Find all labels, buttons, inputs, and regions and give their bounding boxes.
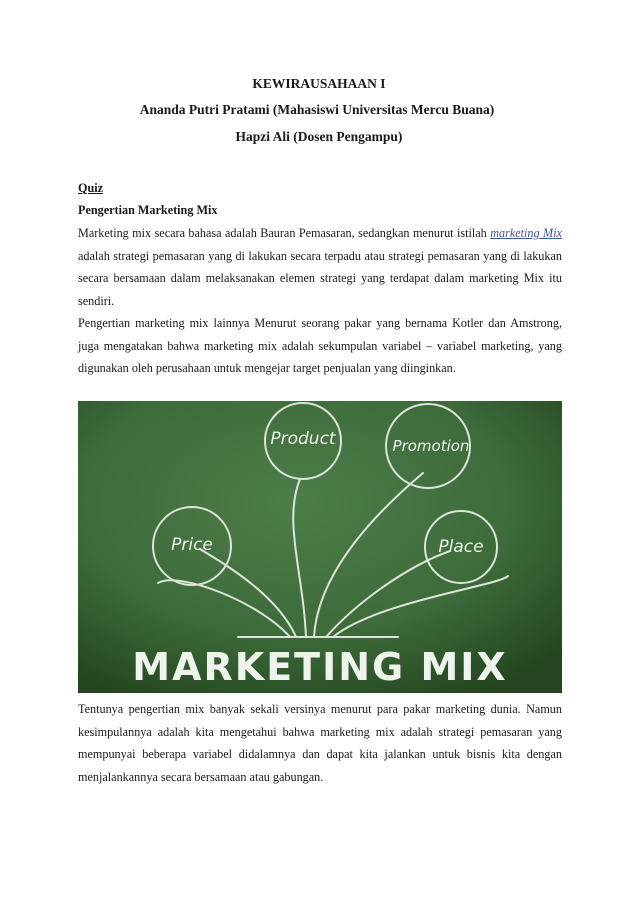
- bubble-product-label: Product: [270, 429, 336, 449]
- paragraph-definition: [78, 222, 562, 312]
- paragraph-text: Tentunya pengertian mix banyak sekali versinya menurut para pakar marketing dunia. Namun kesimpulannya adalah kita mengetahui bahwa marketing mix adalah strategi pemasaran yang mempunyai beberapa variabel didalamnya dan dapat kita jalankan untuk bisnis kita dengan menjalankannya secara bersamaan atau gabungan.: [78, 702, 562, 784]
- lecturer-name: Hapzi Ali (Dosen Pengampu): [235, 129, 403, 144]
- paragraph-conclusion: [78, 698, 562, 788]
- paragraph-text: adalah strategi pemasaran yang di lakukan secara terpadu atau strategi pemasaran yang di lakukan secara bersamaan dalam melaksanakan elemen strategi yang terdapat dalam marketing Mix itu sendiri.: [78, 248, 562, 308]
- bubble-place-label: Place: [438, 537, 484, 557]
- quiz-label: Quiz: [78, 181, 104, 195]
- marketing-mix-chalkboard-image: [78, 401, 562, 693]
- bubble-price-label: Price: [171, 535, 213, 555]
- bubble-promotion-label: Promotion: [392, 437, 470, 455]
- chalkboard-title: MARKETING MIX: [132, 645, 508, 689]
- course-title: KEWIRAUSAHAAN I: [252, 76, 386, 91]
- paragraph-kotler: [78, 312, 562, 380]
- marketing-mix-link[interactable]: marketing Mix: [490, 226, 562, 240]
- student-name: Ananda Putri Pratami (Mahasiswi Universitas Mercu Buana): [139, 102, 495, 117]
- section-subtitle: Pengertian Marketing Mix: [78, 203, 218, 217]
- paragraph-text: Pengertian marketing mix lainnya Menurut seorang pakar yang bernama Kotler dan Amstrong, juga mengatakan bahwa marketing mix adalah sekumpulan variabel – variabel marketing, yang digunakan oleh perusahaan untuk mengejar target penjualan yang diinginkan.: [78, 316, 562, 376]
- paragraph-text: Marketing mix secara bahasa adalah Bauran Pemasaran, sedangkan menurut istilah: [78, 226, 491, 240]
- bubble-labels: [78, 401, 562, 693]
